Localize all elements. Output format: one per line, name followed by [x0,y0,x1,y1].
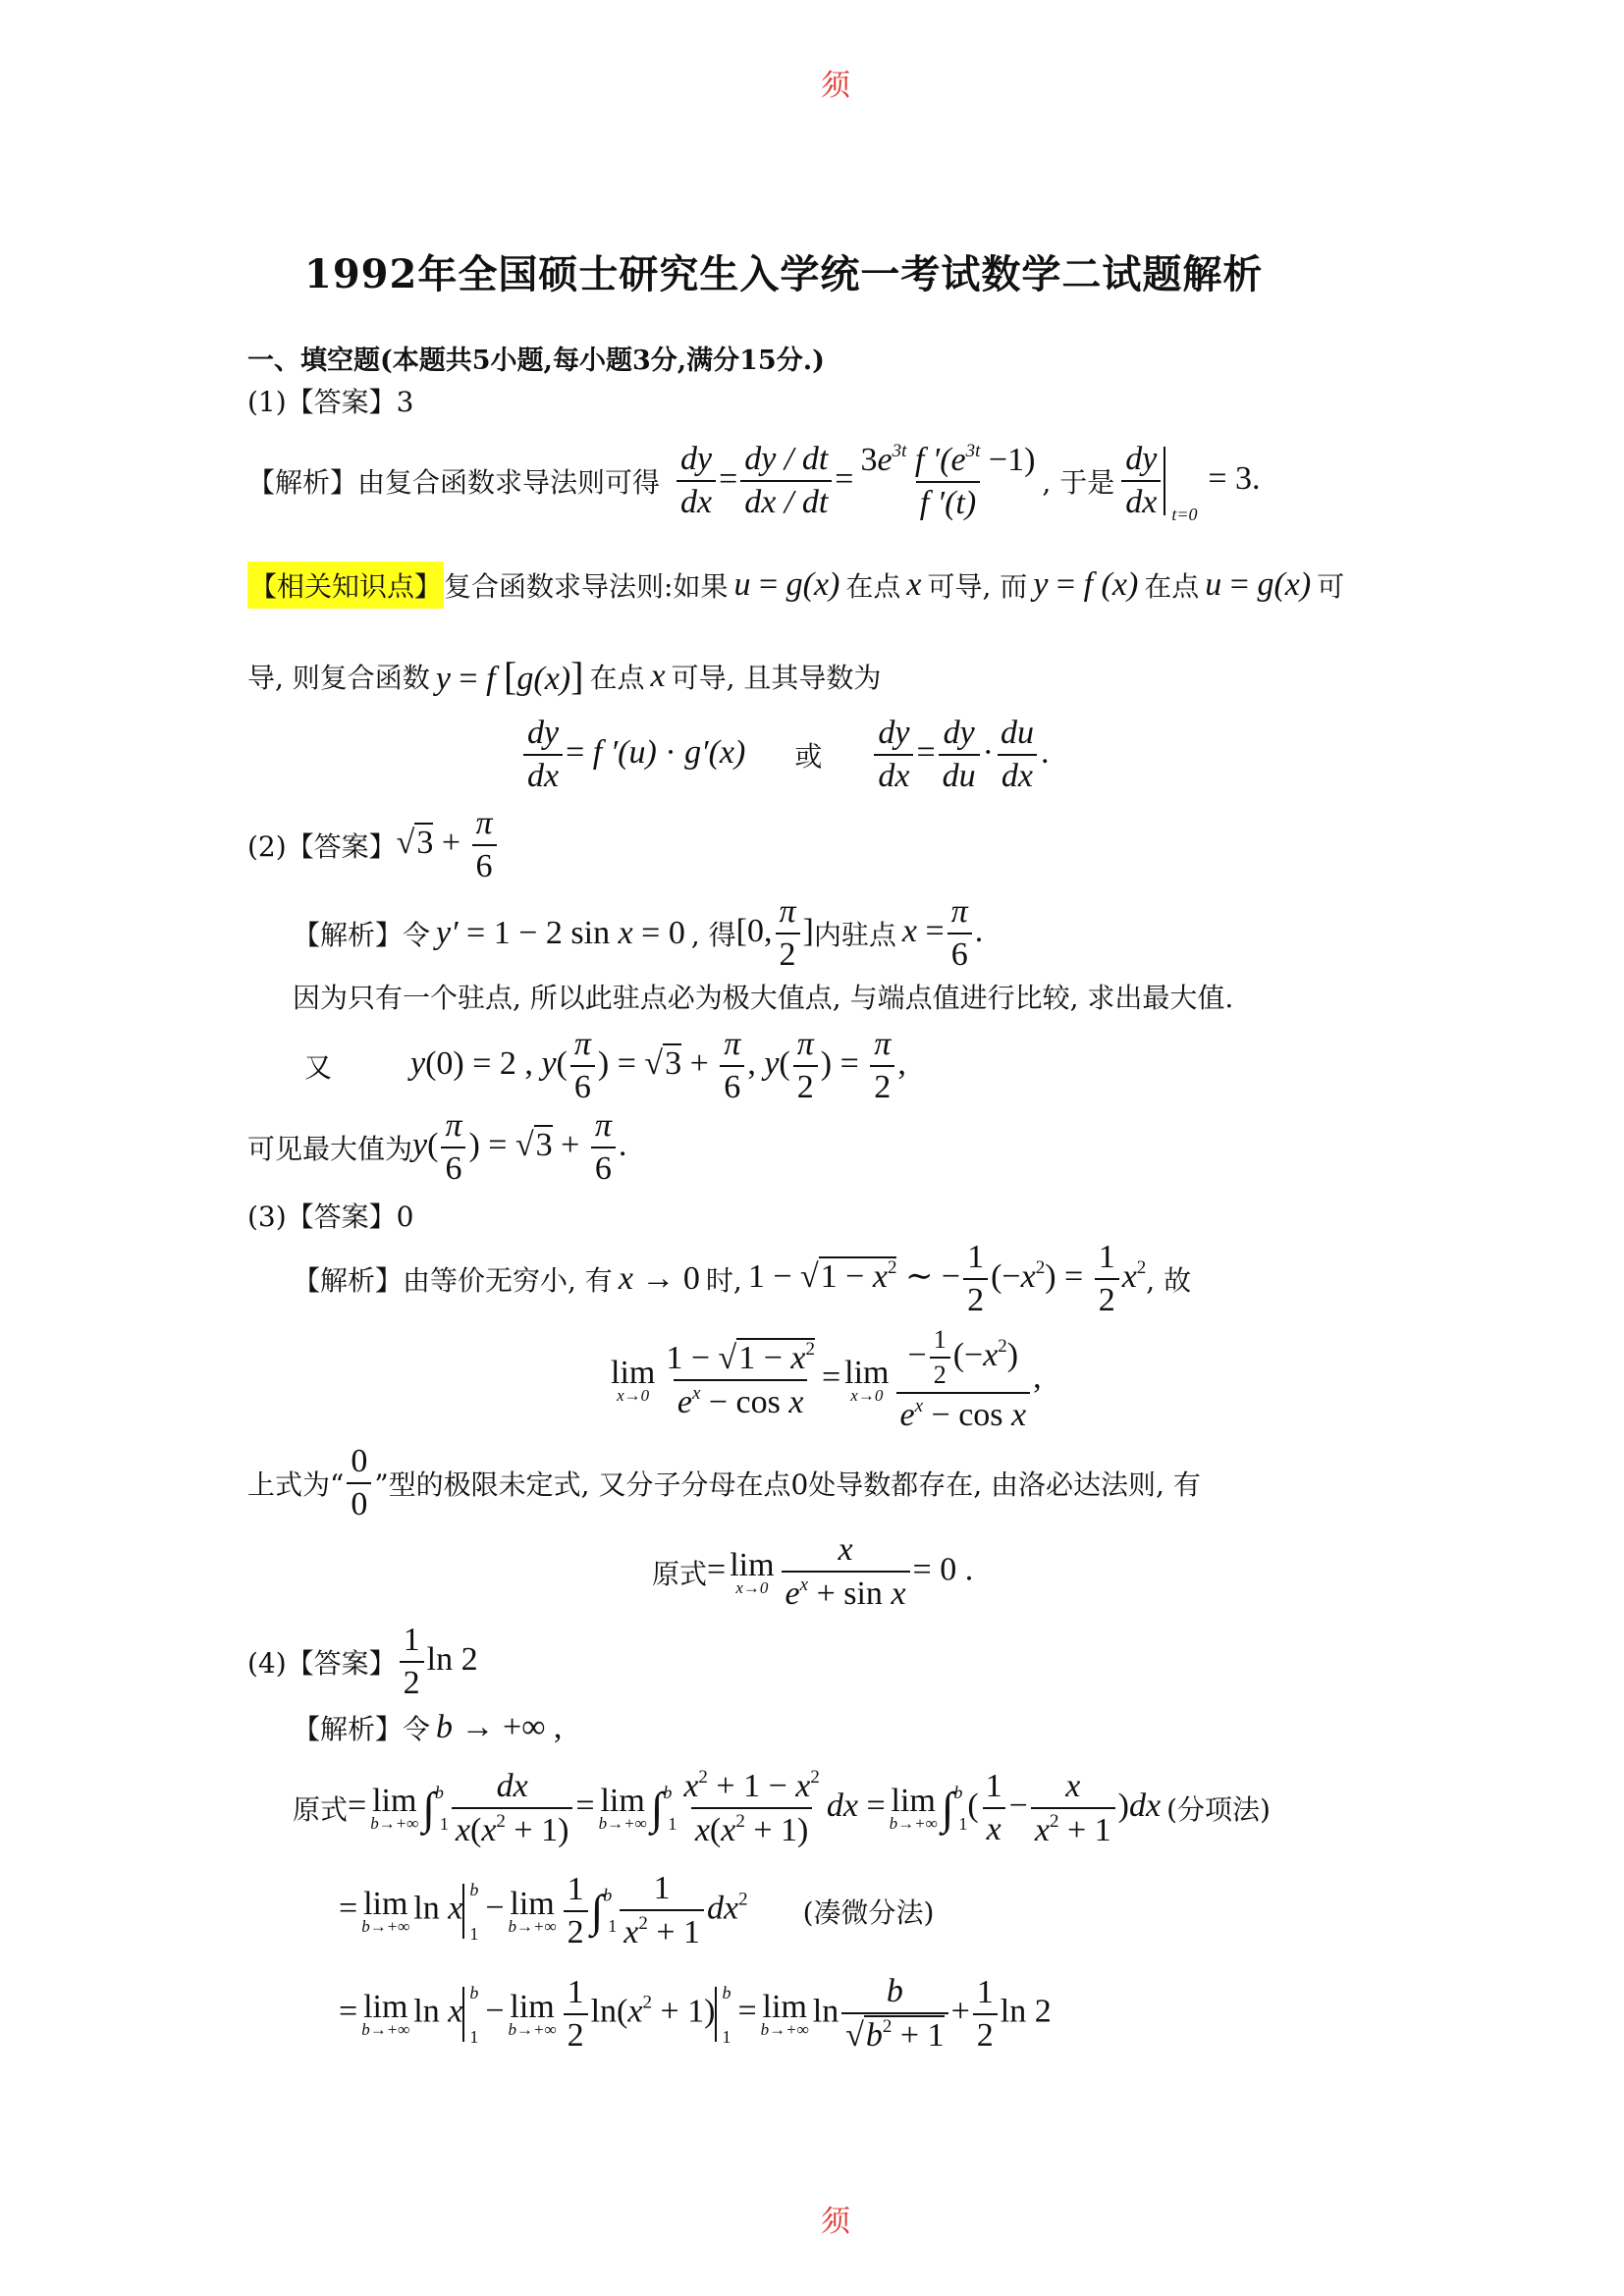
q2-analysis-label: 【解析】令 [293,919,431,951]
header-mark: 须 [821,69,850,103]
q1-chain-rule [520,715,1049,795]
q3-answer: (3)【答案】0 [247,1201,414,1233]
q4-answer-value: $\frac{1}{2}$ ln 2 [397,1622,478,1702]
q1-answer: (1)【答案】3 [247,386,414,418]
q2-endpoint-values: y(0) = 2 , y( $\frac{\pi}{6}$ ) = √3 + $\frac{\pi}{6}$ , y( $\frac{\pi}{2}$ ) = $\frac{\pi}{2}$ , [410,1026,906,1105]
q2-answer-label: (2)【答案】 [247,830,397,863]
q1-math-x1: x [906,566,922,603]
q1-composite: y = f [g(x)] [435,654,584,698]
q4-step2 [339,1870,934,1951]
q2-interval: [0, $\frac{\pi}{2}$ ] [735,893,814,973]
q2-analysis [293,893,983,974]
q3-indeterminate [247,1443,1201,1523]
q2-max-value: y( $\frac{\pi}{6}$ ) = √3 + $\frac{\pi}{6}$ . [412,1107,627,1187]
q4-step2-expression: = lim b→+∞ ln x b 1 − lim b→+∞ $\frac{1}{2}$ ∫$^b_1$ $\frac{1}{x^2 + 1}$ $dx^2$ [339,1870,748,1950]
q2-values [304,1026,906,1106]
q4-original-label: 原式 [293,1793,349,1826]
q4-method2: (凑微分法) [802,1896,935,1929]
q3-original-label: 原式 [652,1557,708,1590]
related-knowledge-badge: 【相关知识点】 [247,561,444,609]
q3-when: 时, [705,1264,742,1297]
page-title: 1992年全国硕士研究生入学统一考试数学二试题解析 [304,251,1264,297]
q4-analysis-label: 【解析】令 [293,1713,431,1745]
q1-related-line2 [247,653,881,699]
q3-above-a: 上式为“ [247,1468,345,1501]
q1-or: 或 [794,740,823,773]
q2-again: 又 [304,1051,333,1084]
q2-deriv: y′ = 1 − 2 sin x = 0 [436,915,685,951]
q1-related-line1 [247,561,1344,609]
q1-evaluated: $\frac{dy}{dx}$ t=0 = 3. [1118,441,1260,521]
q2-get: , 得 [690,919,736,951]
q3-analysis-label: 【解析】由等价无穷小, 有 [293,1264,613,1297]
q1-derivative-formula: $\frac{dy}{dx}$ = $\frac{dy / dt}{dx / dt}$ = $\frac{3e^{3t} f '(e^{3t} -1)}{f '(t)}$ [674,441,1042,522]
q1-analysis-label: 【解析】由复合函数求导法则可得 [247,466,661,499]
q3-result-expression: = lim x→0 $\frac{x}{e^x + \sin x}$ = 0 . [707,1531,974,1612]
q4-b-limit: b → +∞ , [436,1709,563,1745]
q1-math-u2: u = g(x) [1205,566,1312,603]
q3-equivalence: $1 - √1 - x^2$ ∼ − $\frac{1}{2}$ $(-x^2)$ = $\frac{1}{2}$ $x^2$ [747,1239,1147,1318]
q1-related-a: 复合函数求导法则:如果 [444,570,729,603]
q4-step3-expression: = lim b→+∞ ln x b 1 − lim b→+∞ $\frac{1}{2}$ $\ln(x^2 + 1)$ b 1 = lim b→+∞ ln $\frac{b}{√b^2 + 1}$ + $\frac{1}{2}$ ln 2 [339,1973,1052,2054]
q1-line2-a: 导, 则复合函数 [247,661,430,694]
q4-method1: (分项法) [1166,1793,1271,1826]
q3-above-b: ”型的极限未定式, 又分子分母在点0处导数都存在, 由洛必达法则, 有 [374,1468,1201,1501]
chain-rule-form2: $\frac{dy}{dx}$ = $\frac{dy}{du}$ · $\frac{du}{dx}$ . [871,715,1049,795]
q2-answer [247,805,500,885]
q4-step1 [293,1767,1271,1849]
q3-therefore: , 故 [1146,1264,1192,1297]
q2-conclude-label: 可见最大值为 [247,1133,413,1165]
section-heading: 一、填空题(本题共5小题,每小题3分,满分15分.) [247,346,825,376]
q2-reason: 因为只有一个驻点, 所以此驻点必为极大值点, 与端点值进行比较, 求出最大值. [293,982,1234,1014]
q3-x-to-0: x → 0 [618,1260,700,1297]
q2-answer-value: √3 + $\frac{\pi}{6}$ [397,805,500,885]
q1-line2-c: 可导, 且其导数为 [671,661,882,694]
q3-analysis [293,1239,1191,1319]
q4-answer-label: (4)【答案】 [247,1647,397,1680]
q3-limit [607,1325,1042,1434]
q3-limit-expression: lim x→0 $\frac{1 - √1 - x^2}{e^x - \cos x}$ = lim x→0 − $\frac{1}{2}$ $(-x^2)$ $e^x - \cos x$ , [611,1325,1042,1433]
q3-zero-over-zero: $\frac{0}{0}$ [344,1443,374,1523]
q2-stationary: x = $\frac{\pi}{6}$ . [901,893,984,973]
q1-related-b: 在点 [845,570,901,603]
q4-analysis [293,1708,562,1747]
q3-result [652,1531,973,1613]
q4-answer [247,1622,478,1702]
q4-step1-expression: = lim b→+∞ ∫$^b_1$ $\frac{dx}{x(x^2 + 1)}$ = lim b→+∞ ∫$^b_1$ $\frac{x^2 + 1 - x^2}{x(x^2 + 1)}$ dx = lim b→+∞ ∫$^b_1$( $\frac{1}{x}$ − $\frac{x}{x^2 + 1}$ )dx [348,1767,1162,1848]
q1-thus: , 于是 [1042,466,1115,499]
q1-math-u: u = g(x) [733,566,840,603]
q1-math-y: y = f (x) [1033,566,1139,603]
footer-mark: 须 [821,2205,850,2239]
q1-related-c: 可导, 而 [927,570,1028,603]
q1-related-d: 在点 [1144,570,1200,603]
q2-inner: 内驻点 [813,919,896,951]
q2-conclusion [247,1107,626,1188]
q1-analysis [247,432,1261,530]
q1-line2-b: 在点 [589,661,645,694]
q1-related-e: 可 [1317,570,1345,603]
q1-math-x2: x [650,657,666,694]
chain-rule-form1: $\frac{dy}{dx}$ = f ′(u) · g′(x) [520,715,745,795]
q4-step3 [339,1973,1052,2055]
